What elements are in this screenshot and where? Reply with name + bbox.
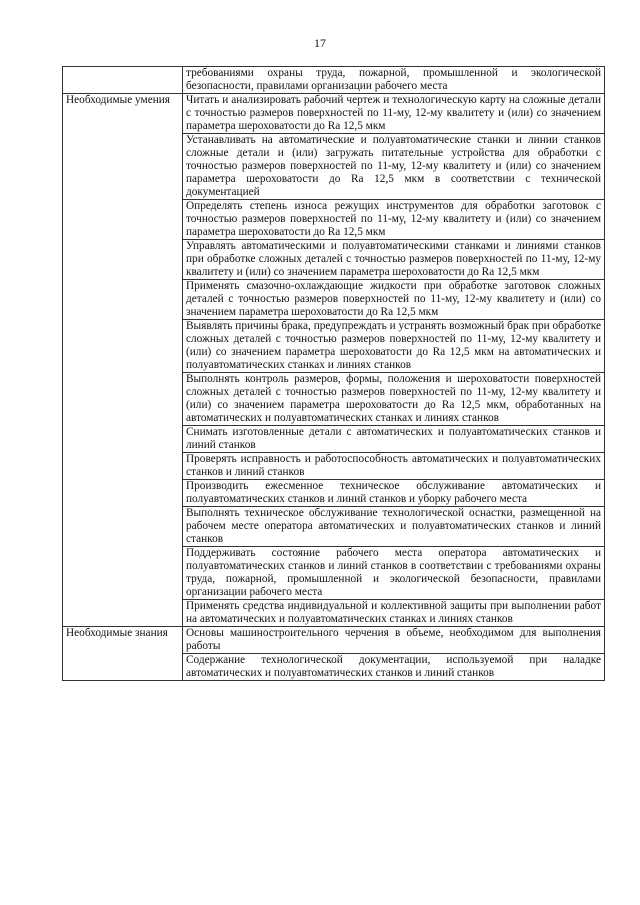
table-row [63,94,605,134]
skill-item: Выявлять причины брака, предупреждать и устранять возможный брак при обработке сложных деталей с точностью размеров поверхностей по 11-му, 12-му квалитету и (или) со значением параметра шероховатости до Ra 12,5 мкм на автоматических и полуавтоматических станках и линиях станков [183,320,605,373]
skill-item: Производить ежесменное техническое обслуживание автоматических и полуавтоматических станков и линий станков и уборку рабочего места [183,480,605,507]
table-row [63,67,605,94]
knowledge-item: Основы машиностроительного черчения в объеме, необходимом для выполнения работы [183,627,605,654]
skill-item: Управлять автоматическими и полуавтоматическими станками и линиями станков при обработке сложных деталей с точностью размеров поверхностей по 11-му, 12-му квалитету и (или) со значением параметра шероховатости до Ra 12,5 мкм [183,240,605,280]
skill-item: Выполнять техническое обслуживание технологической оснастки, размещенной на рабочем месте оператора автоматических и полуавтоматических станков и линий станков [183,507,605,547]
page-number: 17 [314,36,326,50]
standard-table [62,66,605,681]
skill-item: Читать и анализировать рабочий чертеж и технологическую карту на сложные детали с точностью размеров поверхностей по 11-му, 12-му квалитету и (или) со значением параметра шероховатости до Ra 12,5 мкм [183,94,605,134]
skill-item: Применять средства индивидуальной и коллективной защиты при выполнении работ на автоматических и полуавтоматических станках и линиях станков [183,600,605,627]
skills-label: Необходимые умения [63,94,183,627]
continuation-cell: требованиями охраны труда, пожарной, промышленной и экологической безопасности, правилами организации рабочего места [183,67,605,94]
skill-item: Устанавливать на автоматические и полуавтоматические станки и линии станков сложные детали и (или) загружать питательные устройства для обработки с точностью размеров поверхностей по 11-му, 12-му квалитету и (или) со значением параметра шероховатости до Ra 12,5 мкм в соответствии с технической документацией [183,134,605,200]
skill-item: Поддерживать состояние рабочего места оператора автоматических и полуавтоматических станков и линий станков в соответствии с требованиями охраны труда, пожарной, промышленной и экологической безопасности, правилами организации рабочего места [183,547,605,600]
skill-item: Проверять исправность и работоспособность автоматических и полуавтоматических станков и линий станков [183,453,605,480]
skill-item: Применять смазочно-охлаждающие жидкости при обработке заготовок сложных деталей с точностью размеров поверхностей по 11-му, 12-му квалитету и (или) со значением параметра шероховатости до Ra 12,5 мкм [183,280,605,320]
skill-item: Снимать изготовленные детали с автоматических и полуавтоматических станков и линий станков [183,426,605,453]
skill-item: Выполнять контроль размеров, формы, положения и шероховатости поверхностей сложных деталей с точностью размеров поверхностей по 11-му, 12-му квалитету и (или) со значением параметра шероховатости до Ra 12,5 мкм, обработанных на автоматических и полуавтоматических станках и линиях станков [183,373,605,426]
empty-label-cell [63,67,183,94]
knowledge-label: Необходимые знания [63,627,183,681]
skill-item: Определять степень износа режущих инструментов для обработки заготовок с точностью размеров поверхностей по 11-му, 12-му квалитету и (или) со значением параметра шероховатости до Ra 12,5 мкм [183,200,605,240]
knowledge-item: Содержание технологической документации, используемой при наладке автоматических и полуавтоматических станков и линий станков [183,654,605,681]
table-row [63,627,605,654]
